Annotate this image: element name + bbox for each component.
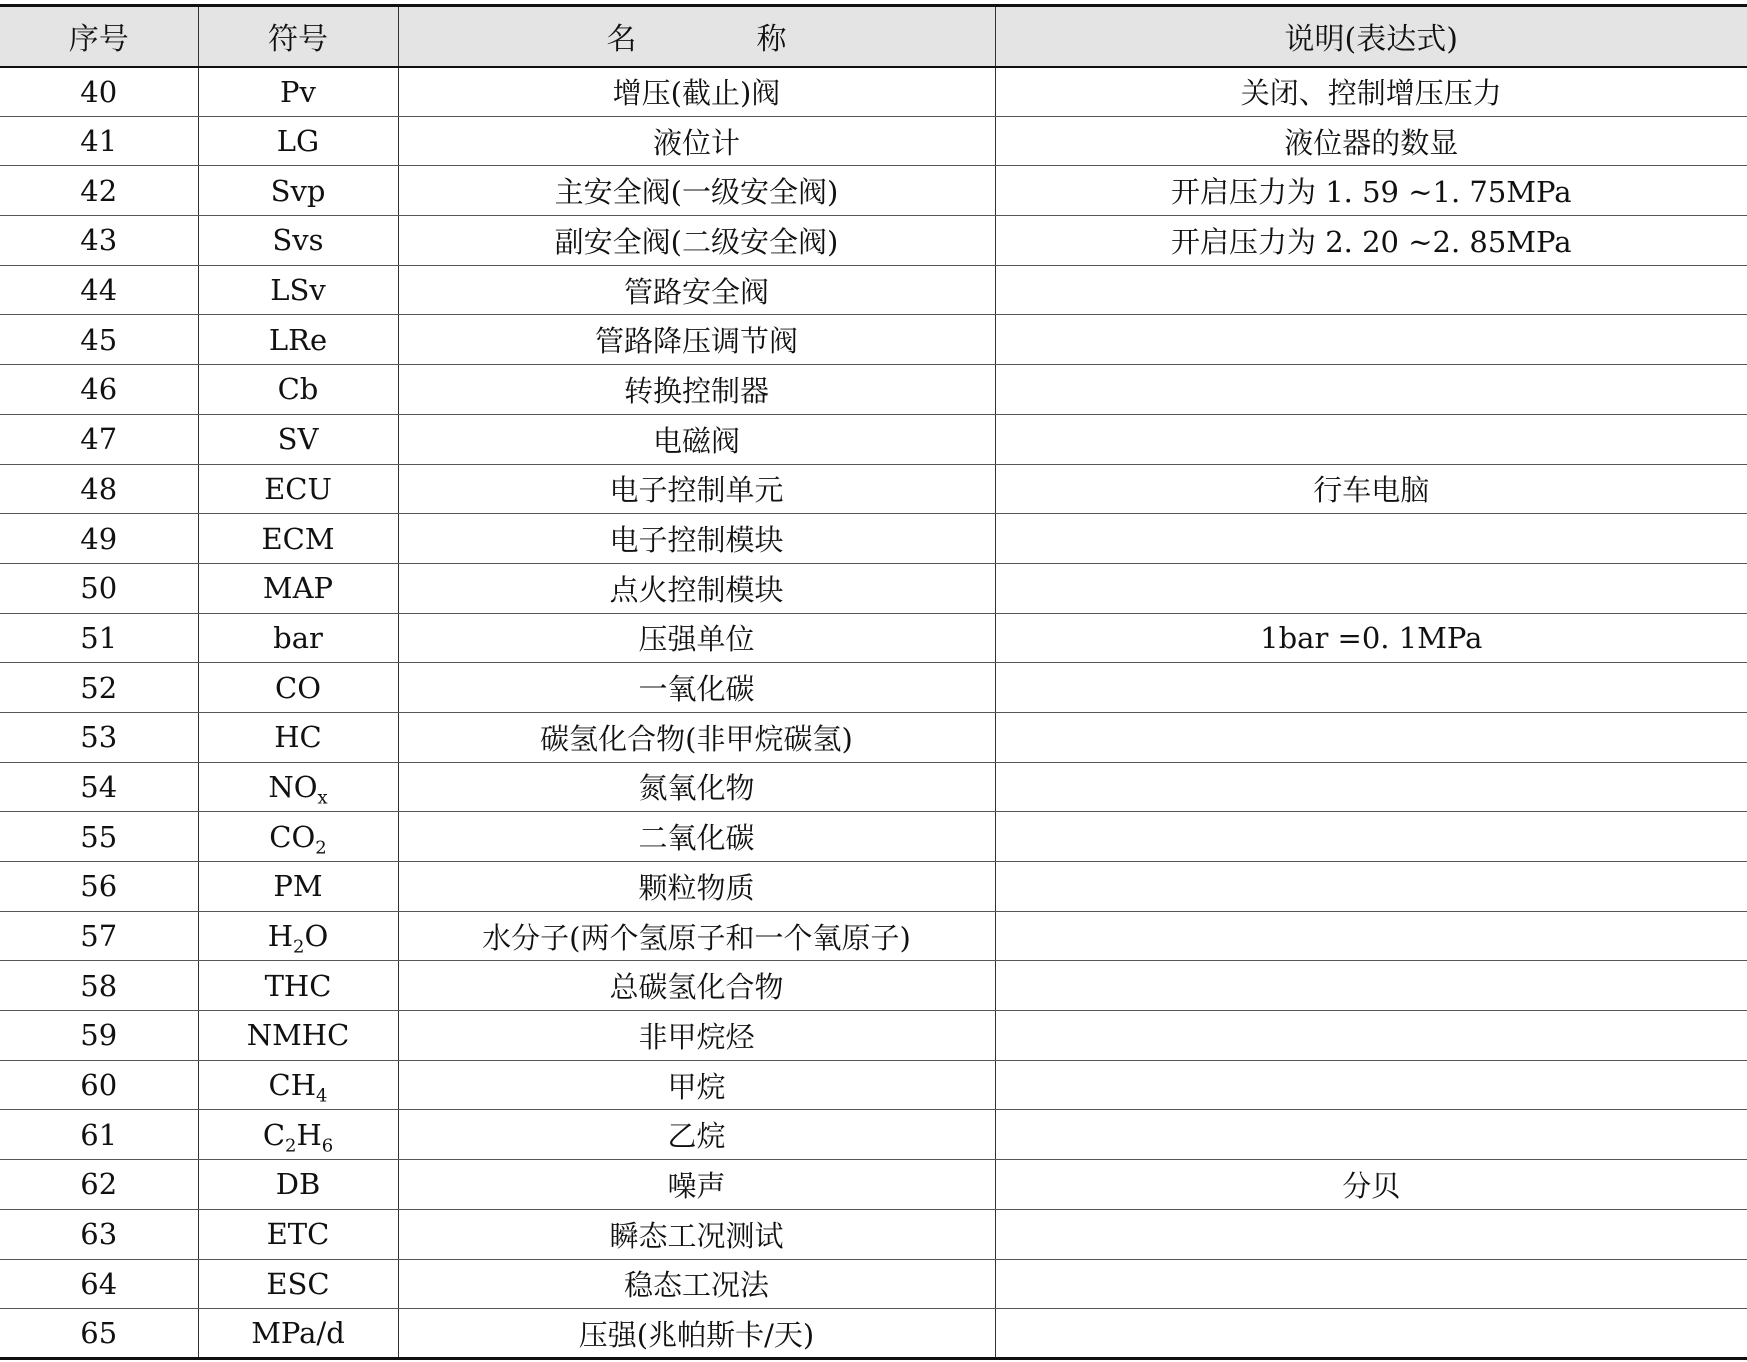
- cell-description: [995, 961, 1747, 1011]
- symbol-text: CH: [268, 1068, 317, 1103]
- table-row: [0, 1060, 1747, 1110]
- header-row: [0, 6, 1747, 67]
- table-row: [0, 216, 1747, 266]
- cell-symbol: [198, 265, 398, 315]
- table-row: [0, 1110, 1747, 1160]
- cell-symbol: [198, 1309, 398, 1359]
- table-row: [0, 663, 1747, 713]
- cell-symbol: [198, 1259, 398, 1309]
- cell-name: 乙烷: [398, 1110, 995, 1160]
- cell-index: 60: [0, 1060, 198, 1110]
- table-row: [0, 265, 1747, 315]
- symbol-text: bar: [273, 620, 323, 655]
- cell-description: [995, 365, 1747, 415]
- cell-description: [995, 663, 1747, 713]
- cell-symbol: [198, 613, 398, 663]
- table-header: [0, 6, 1747, 67]
- cell-symbol: [198, 1011, 398, 1061]
- cell-description: [995, 911, 1747, 961]
- symbol-text: NO: [268, 769, 318, 804]
- cell-symbol: [198, 712, 398, 762]
- symbol-text: CO: [269, 819, 316, 854]
- symbol-subscript: x: [317, 787, 328, 809]
- cell-description: [995, 1060, 1747, 1110]
- symbol-text: CO: [275, 670, 321, 705]
- cell-symbol: [198, 961, 398, 1011]
- cell-index: 49: [0, 514, 198, 564]
- cell-name: 非甲烷烃: [398, 1011, 995, 1061]
- cell-symbol: [198, 216, 398, 266]
- cell-index: 55: [0, 812, 198, 862]
- cell-name: 瞬态工况测试: [398, 1209, 995, 1259]
- table-row: [0, 1160, 1747, 1210]
- cell-symbol: [198, 1110, 398, 1160]
- symbol-text: THC: [264, 968, 332, 1003]
- cell-symbol: [198, 663, 398, 713]
- cell-name: 碳氢化合物(非甲烷碳氢): [398, 712, 995, 762]
- cell-symbol: [198, 414, 398, 464]
- cell-index: 52: [0, 663, 198, 713]
- cell-name: 二氧化碳: [398, 812, 995, 862]
- cell-index: 51: [0, 613, 198, 663]
- cell-description: [995, 712, 1747, 762]
- cell-name: 电子控制单元: [398, 464, 995, 514]
- cell-symbol: [198, 1060, 398, 1110]
- cell-index: 54: [0, 762, 198, 812]
- cell-index: 59: [0, 1011, 198, 1061]
- table-row: [0, 911, 1747, 961]
- cell-index: 53: [0, 712, 198, 762]
- table-row: [0, 1209, 1747, 1259]
- symbol-text: Pv: [280, 74, 316, 109]
- symbol-text: Svp: [270, 173, 326, 208]
- cell-description: [995, 1209, 1747, 1259]
- header-symbol: 符号: [198, 6, 398, 67]
- cell-index: 61: [0, 1110, 198, 1160]
- symbol-tail: O: [304, 919, 329, 954]
- cell-name: 甲烷: [398, 1060, 995, 1110]
- symbol-subscript: 2: [315, 836, 327, 858]
- header-name-part1: 名: [606, 22, 637, 58]
- cell-symbol: [198, 563, 398, 613]
- table-row: [0, 414, 1747, 464]
- cell-description: 1bar =0. 1MPa: [995, 613, 1747, 663]
- cell-symbol: [198, 67, 398, 117]
- cell-name: 液位计: [398, 116, 995, 166]
- cell-index: 57: [0, 911, 198, 961]
- header-name-part2: 称: [756, 22, 787, 58]
- cell-index: 44: [0, 265, 198, 315]
- symbol-text: PM: [273, 869, 323, 904]
- symbol-text: Svs: [272, 223, 324, 258]
- cell-description: 液位器的数显: [995, 116, 1747, 166]
- cell-description: [995, 265, 1747, 315]
- cell-name: 氮氧化物: [398, 762, 995, 812]
- table-row: [0, 67, 1747, 117]
- cell-symbol: [198, 1160, 398, 1210]
- cell-description: [995, 862, 1747, 912]
- symbol-subscript: 4: [316, 1085, 328, 1107]
- cell-description: 开启压力为 2. 20 ~2. 85MPa: [995, 216, 1747, 266]
- cell-index: 48: [0, 464, 198, 514]
- symbol-subscript: 6: [321, 1135, 334, 1157]
- cell-name: 压强(兆帕斯卡/天): [398, 1309, 995, 1359]
- table-row: [0, 1309, 1747, 1359]
- table-row: [0, 712, 1747, 762]
- cell-description: [995, 1259, 1747, 1309]
- table-row: [0, 961, 1747, 1011]
- table-row: [0, 315, 1747, 365]
- table-row: [0, 365, 1747, 415]
- cell-symbol: [198, 166, 398, 216]
- cell-description: 关闭、控制增压压力: [995, 67, 1747, 117]
- cell-name: 稳态工况法: [398, 1259, 995, 1309]
- cell-index: 63: [0, 1209, 198, 1259]
- cell-name: 管路降压调节阀: [398, 315, 995, 365]
- symbol-subscript: 2: [285, 1135, 297, 1157]
- cell-index: 56: [0, 862, 198, 912]
- table-row: [0, 464, 1747, 514]
- cell-name: 一氧化碳: [398, 663, 995, 713]
- symbol-text: H: [267, 919, 294, 954]
- cell-name: 压强单位: [398, 613, 995, 663]
- table-row: [0, 166, 1747, 216]
- symbol-text: ETC: [266, 1217, 330, 1252]
- cell-description: [995, 563, 1747, 613]
- table-row: [0, 116, 1747, 166]
- cell-name: 转换控制器: [398, 365, 995, 415]
- symbol-text: NMHC: [246, 1018, 350, 1053]
- cell-description: [995, 762, 1747, 812]
- cell-name: 总碳氢化合物: [398, 961, 995, 1011]
- cell-index: 46: [0, 365, 198, 415]
- cell-name: 颗粒物质: [398, 862, 995, 912]
- cell-description: 分贝: [995, 1160, 1747, 1210]
- symbol-text: ESC: [266, 1266, 330, 1301]
- symbol-text: LSv: [270, 273, 326, 308]
- symbol-text: MAP: [262, 571, 334, 606]
- symbol-subscript: 2: [293, 936, 305, 958]
- cell-symbol: [198, 762, 398, 812]
- cell-index: 58: [0, 961, 198, 1011]
- table-row: [0, 862, 1747, 912]
- cell-description: 行车电脑: [995, 464, 1747, 514]
- cell-description: [995, 1309, 1747, 1359]
- table-row: [0, 613, 1747, 663]
- cell-name: 增压(截止)阀: [398, 67, 995, 117]
- cell-index: 50: [0, 563, 198, 613]
- abbreviation-table: [0, 4, 1747, 1360]
- cell-description: [995, 315, 1747, 365]
- table-row: [0, 762, 1747, 812]
- header-description: 说明(表达式): [995, 6, 1747, 67]
- cell-symbol: [198, 514, 398, 564]
- cell-index: 40: [0, 67, 198, 117]
- symbol-text: LRe: [268, 322, 328, 357]
- cell-name: 电子控制模块: [398, 514, 995, 564]
- table-row: [0, 1011, 1747, 1061]
- cell-index: 65: [0, 1309, 198, 1359]
- symbol-text: ECU: [264, 471, 332, 506]
- cell-symbol: [198, 116, 398, 166]
- cell-name: 管路安全阀: [398, 265, 995, 315]
- cell-index: 45: [0, 315, 198, 365]
- cell-index: 42: [0, 166, 198, 216]
- cell-name: 电磁阀: [398, 414, 995, 464]
- cell-index: 62: [0, 1160, 198, 1210]
- cell-name: 副安全阀(二级安全阀): [398, 216, 995, 266]
- cell-symbol: [198, 365, 398, 415]
- cell-name: 噪声: [398, 1160, 995, 1210]
- cell-index: 64: [0, 1259, 198, 1309]
- symbol-text: SV: [277, 422, 319, 457]
- symbol-text: LG: [276, 124, 320, 159]
- symbol-text: DB: [275, 1167, 321, 1202]
- symbol-text: HC: [274, 720, 322, 755]
- cell-description: [995, 1011, 1747, 1061]
- header-name: [398, 6, 995, 67]
- cell-symbol: [198, 1209, 398, 1259]
- cell-symbol: [198, 911, 398, 961]
- header-index: 序号: [0, 6, 198, 67]
- table-row: [0, 563, 1747, 613]
- cell-description: 开启压力为 1. 59 ~1. 75MPa: [995, 166, 1747, 216]
- table-row: [0, 1259, 1747, 1309]
- cell-symbol: [198, 315, 398, 365]
- table-row: [0, 514, 1747, 564]
- abbreviation-table-container: [0, 4, 1747, 1360]
- table-row: [0, 812, 1747, 862]
- cell-symbol: [198, 464, 398, 514]
- cell-symbol: [198, 862, 398, 912]
- symbol-text: Cb: [277, 372, 319, 407]
- table-body: [0, 67, 1747, 1359]
- symbol-text: ECM: [261, 521, 335, 556]
- symbol-tail: H: [296, 1117, 322, 1152]
- cell-description: [995, 812, 1747, 862]
- symbol-text: MPa/d: [251, 1316, 345, 1351]
- cell-index: 47: [0, 414, 198, 464]
- cell-name: 点火控制模块: [398, 563, 995, 613]
- cell-index: 43: [0, 216, 198, 266]
- cell-description: [995, 1110, 1747, 1160]
- cell-name: 主安全阀(一级安全阀): [398, 166, 995, 216]
- cell-index: 41: [0, 116, 198, 166]
- cell-description: [995, 514, 1747, 564]
- cell-symbol: [198, 812, 398, 862]
- cell-description: [995, 414, 1747, 464]
- cell-name: 水分子(两个氢原子和一个氧原子): [398, 911, 995, 961]
- symbol-text: C: [262, 1117, 286, 1152]
